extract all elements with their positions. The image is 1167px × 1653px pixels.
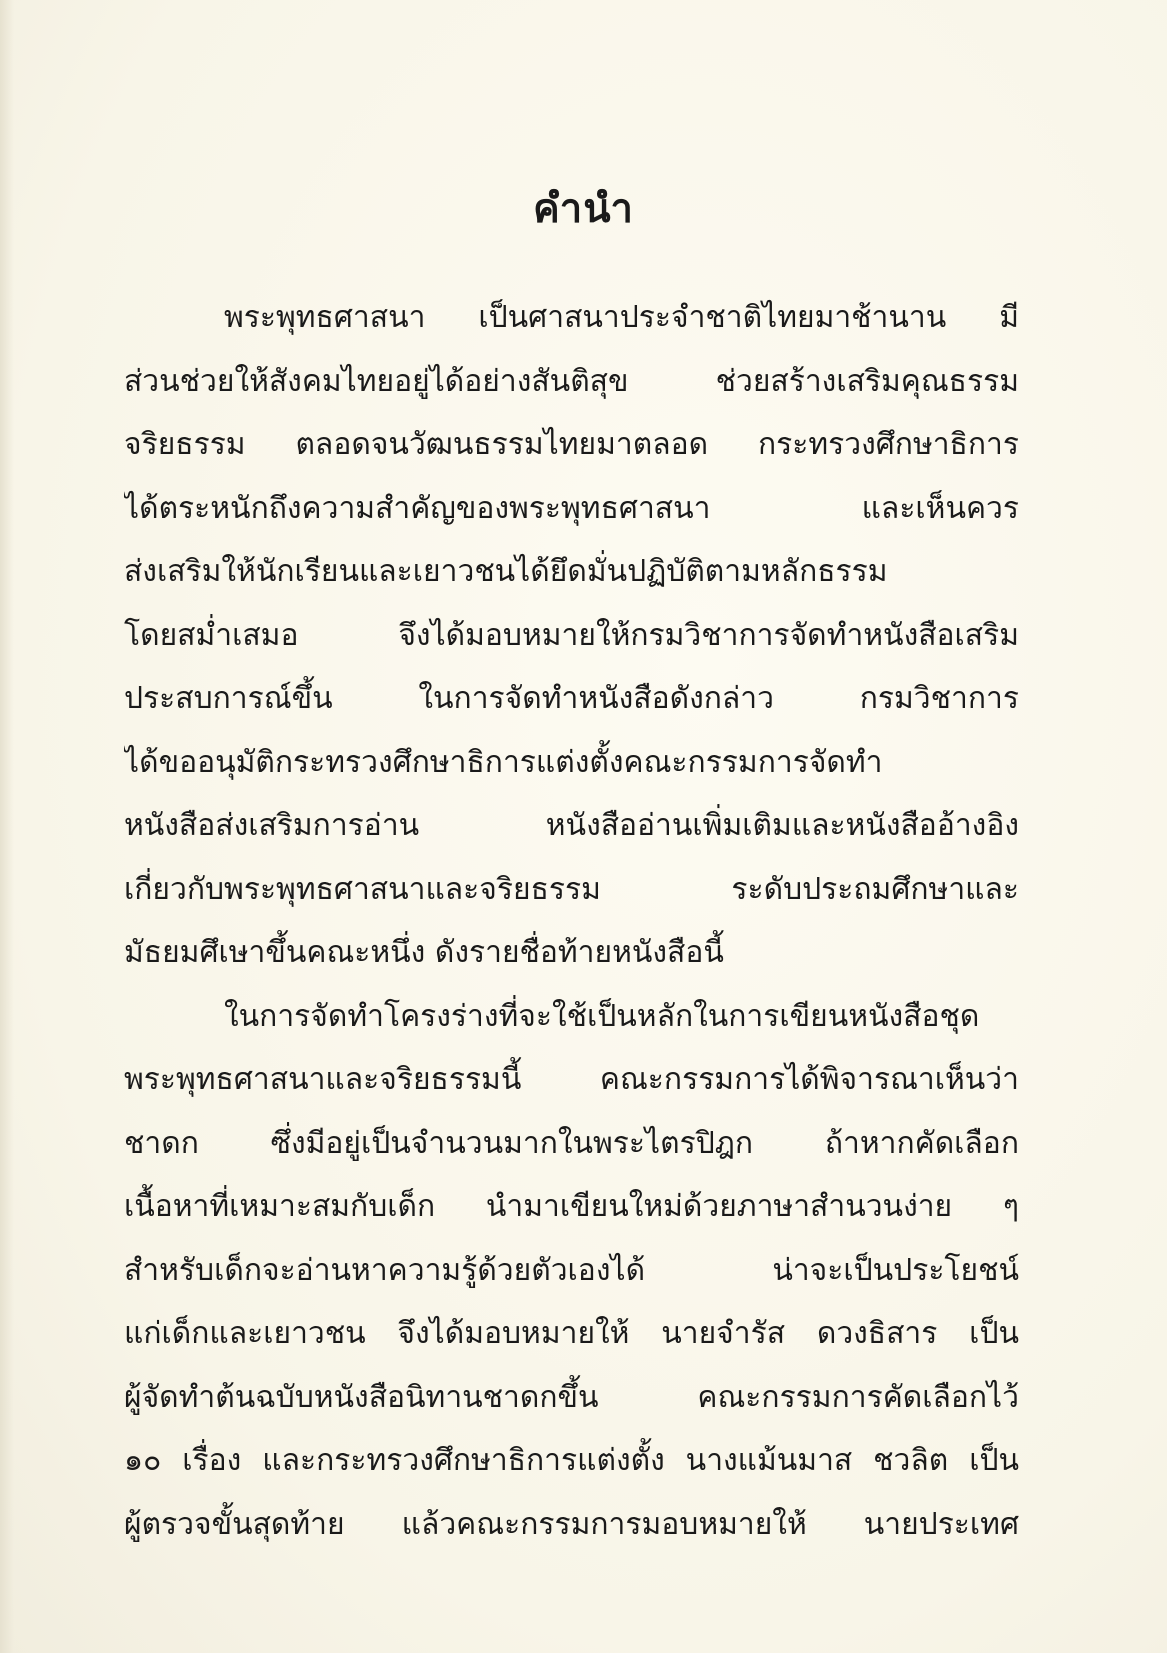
- paragraph-line: ๑๐ เรื่อง และกระทรวงศึกษาธิการแต่งตั้ง นางแม้นมาส ชวลิต เป็น: [124, 1443, 1019, 1478]
- page-edge-shadow: [0, 0, 14, 1653]
- paragraph-line: ชาดก ซึ่งมีอยู่เป็นจำนวนมากในพระไตรปิฎก ถ้าหากคัดเลือก: [124, 1125, 1019, 1161]
- paragraph-line: แก่เด็กและเยาวชน จึงได้มอบหมายให้ นายจำรัส ดวงธิสาร เป็น: [124, 1316, 1019, 1351]
- paragraph-line: มัธยมศึเษาขึ้นคณะหนึ่ง ดังรายชื่อท้ายหนังสือนี้: [124, 935, 724, 970]
- paragraph-line: เกี่ยวกับพระพุทธศาสนาและจริยธรรม ระดับประถมศึกษาและ: [124, 871, 1019, 907]
- paragraph-line: ผู้จัดทำต้นฉบับหนังสือนิทานชาดกขึ้น คณะกรรมการคัดเลือกไว้: [124, 1379, 1019, 1415]
- paragraph-line: จริยธรรม ตลอดจนวัฒนธรรมไทยมาตลอด กระทรวงศึกษาธิการ: [124, 427, 1019, 462]
- body-text: [124, 286, 1019, 1556]
- paragraph-line: พระพุทธศาสนาและจริยธรรมนี้ คณะกรรมการได้พิจารณาเห็นว่า: [124, 1062, 1019, 1097]
- paragraph-line: หนังสือส่งเสริมการอ่าน หนังสืออ่านเพิ่มเติมและหนังสืออ้างอิง: [124, 808, 1019, 843]
- paragraph-line: ส่งเสริมให้นักเรียนและเยาวชนได้ยึดมั่นปฏิบัติตามหลักธรรม: [124, 554, 888, 589]
- paragraph-line: ประสบการณ์ขึ้น ในการจัดทำหนังสือดังกล่าว กรมวิชาการ: [124, 681, 1019, 716]
- paragraph-line: ได้ขออนุมัติกระทรวงศึกษาธิการแต่งตั้งคณะกรรมการจัดทำ: [124, 744, 883, 780]
- paragraph-line: โดยสม่ำเสมอ จึงได้มอบหมายให้กรมวิชาการจัดทำหนังสือเสริม: [124, 617, 1019, 653]
- paragraph-line: ได้ตระหนักถึงความสำคัญของพระพุทธศาสนา และเห็นควร: [124, 490, 1019, 526]
- paragraph-line: ในการจัดทำโครงร่างที่จะใช้เป็นหลักในการเขียนหนังสือชุด: [224, 998, 980, 1034]
- paragraph-line: เนื้อหาที่เหมาะสมกับเด็ก นำมาเขียนใหม่ด้วยภาษาสำนวนง่าย ๆ: [124, 1189, 1019, 1224]
- paragraph-line: สำหรับเด็กจะอ่านหาความรู้ด้วยตัวเองได้ น่าจะเป็นประโยชน์: [124, 1252, 1019, 1288]
- paragraph-line: พระพุทธศาสนา เป็นศาสนาประจำชาติไทยมาช้านาน มี: [224, 300, 1019, 335]
- paragraph-line: ผู้ตรวจขั้นสุดท้าย แล้วคณะกรรมการมอบหมายให้ นายประเทศ: [124, 1506, 1019, 1542]
- paragraph-line: ส่วนช่วยให้สังคมไทยอยู่ได้อย่างสันติสุข ช่วยสร้างเสริมคุณธรรม: [124, 363, 1019, 399]
- page-title: คำนำ: [532, 185, 635, 232]
